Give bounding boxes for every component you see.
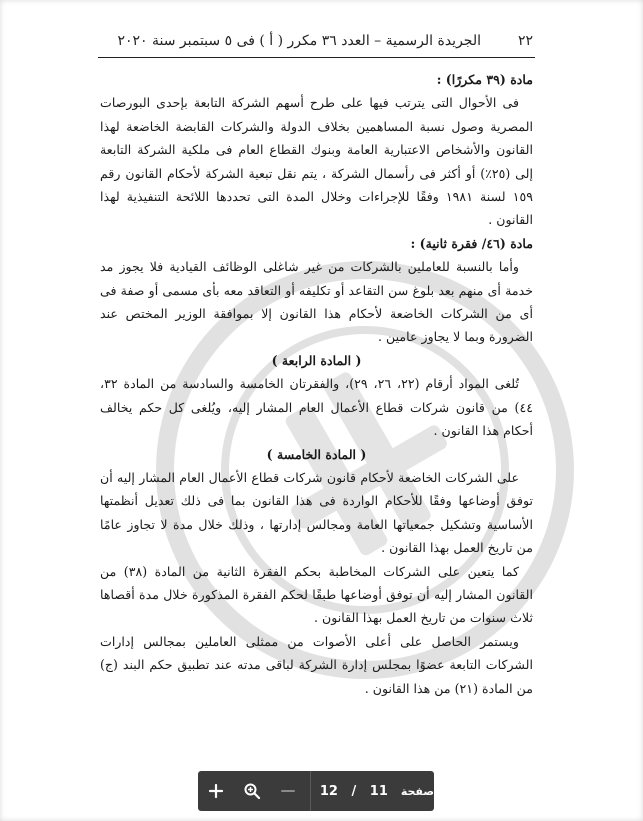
- article-39-heading: مادة (٣٩ مكررًا) :: [436, 72, 533, 87]
- plus-icon: [208, 783, 224, 799]
- document-body: [100, 68, 533, 700]
- fifth-article-paragraph-2: كما يتعين على الشركات المخاطبة بحكم الفقرة الثانية من المادة (٣٨) من القانون المشار إليه أن توفق أوضاعها طبقًا لحكم الفقرة المذكورة خلال مدة أقصاها ثلاث سنوات من تاريخ العمل بهذا القانون .: [100, 563, 533, 626]
- fourth-article-text: تُلغى المواد أرقام (٢٢، ٢٦، ٢٩)، والفقرتان الخامسة والسادسة من المادة ٣٢، ٤٤) من قانون شركات قطاع الأعمال العام المشار إليه، ويُلغى كل حكم يخالف أحكام هذا القانون .: [100, 376, 533, 439]
- fifth-article-heading: ( المادة الخامسة ): [266, 446, 367, 462]
- total-pages: 12: [319, 783, 338, 799]
- zoom-in-button[interactable]: [198, 771, 234, 811]
- page-number: ٢٢: [517, 33, 533, 49]
- header-divider: [98, 57, 535, 58]
- magnifier-icon: [243, 782, 261, 800]
- minus-icon: [280, 783, 296, 799]
- page-header: [98, 33, 533, 55]
- page-separator: /: [351, 783, 357, 799]
- gazette-title: الجريدة الرسمية – العدد ٣٦ مكرر ( أ ) فى ٥ سبتمبر سنة ٢٠٢٠: [117, 33, 481, 49]
- article-46-text: وأما بالنسبة للعاملين بالشركات من غير شاغلى الوظائف القيادية فلا يجوز مد خدمة أى منهم بعد بلوغ سن التقاعد أو تكليفه أو التعاقد معه بأى مسمى أو صفة فى أى من الشركات الخاضعة لأحكام هذا القانون إلا بموافقة الوزير المختص عند الضرورة وبما لا يجاوز عامين .: [100, 259, 533, 345]
- fourth-article-heading: ( المادة الرابعة ): [271, 352, 362, 368]
- viewer-toolbar: [198, 771, 434, 811]
- zoom-out-button[interactable]: [270, 771, 306, 811]
- current-page-input[interactable]: 11: [369, 783, 388, 799]
- fifth-article-paragraph-1: على الشركات الخاضعة لأحكام قانون شركات قطاع الأعمال العام المشار إليه أن توفق أوضاعها وفقًا للأحكام الواردة فى هذا القانون بما فى ذلك تعديل أنظمتها الأساسية وتشكيل جمعياتها العامة ومجالس إدارتها ، وذلك خلال مدة لا تجاوز عامًا من تاريخ العمل بهذا القانون .: [100, 469, 533, 556]
- zoom-button[interactable]: [234, 771, 270, 811]
- article-39-text: فى الأحوال التى يترتب فيها على طرح أسهم الشركة التابعة بإحدى البورصات المصرية وصول نسبة المساهمين بخلاف الدولة والشركات القابضة الخاضعة لهذا القانون والأشخاص الاعتبارية العامة وبنوك القطاع العام فى ملكية الشركة التابعة إلى (٢٥٪) أو أكثر فى رأسمال الشركة ، يتم نقل تبعية الشركة لأحكام القانون رقم ١٥٩ لسنة ١٩٨١ وفقًا للإجراءات وخلال المدة التى تحددها اللائحة التنفيذية لهذا القانون .: [100, 95, 534, 228]
- page-label: صفحة: [400, 784, 434, 798]
- fifth-article-paragraph-3: ويستمر الحاصل على أعلى الأصوات من ممثلى العاملين بمجالس إدارات الشركات التابعة عضوًا بمجلس إدارة الشركة لباقى مدته عند تطبيق حكم البند (ج) من المادة (٢١) من هذا القانون .: [100, 633, 533, 696]
- article-46-heading: مادة (٤٦/ فقرة ثانية) :: [410, 235, 533, 251]
